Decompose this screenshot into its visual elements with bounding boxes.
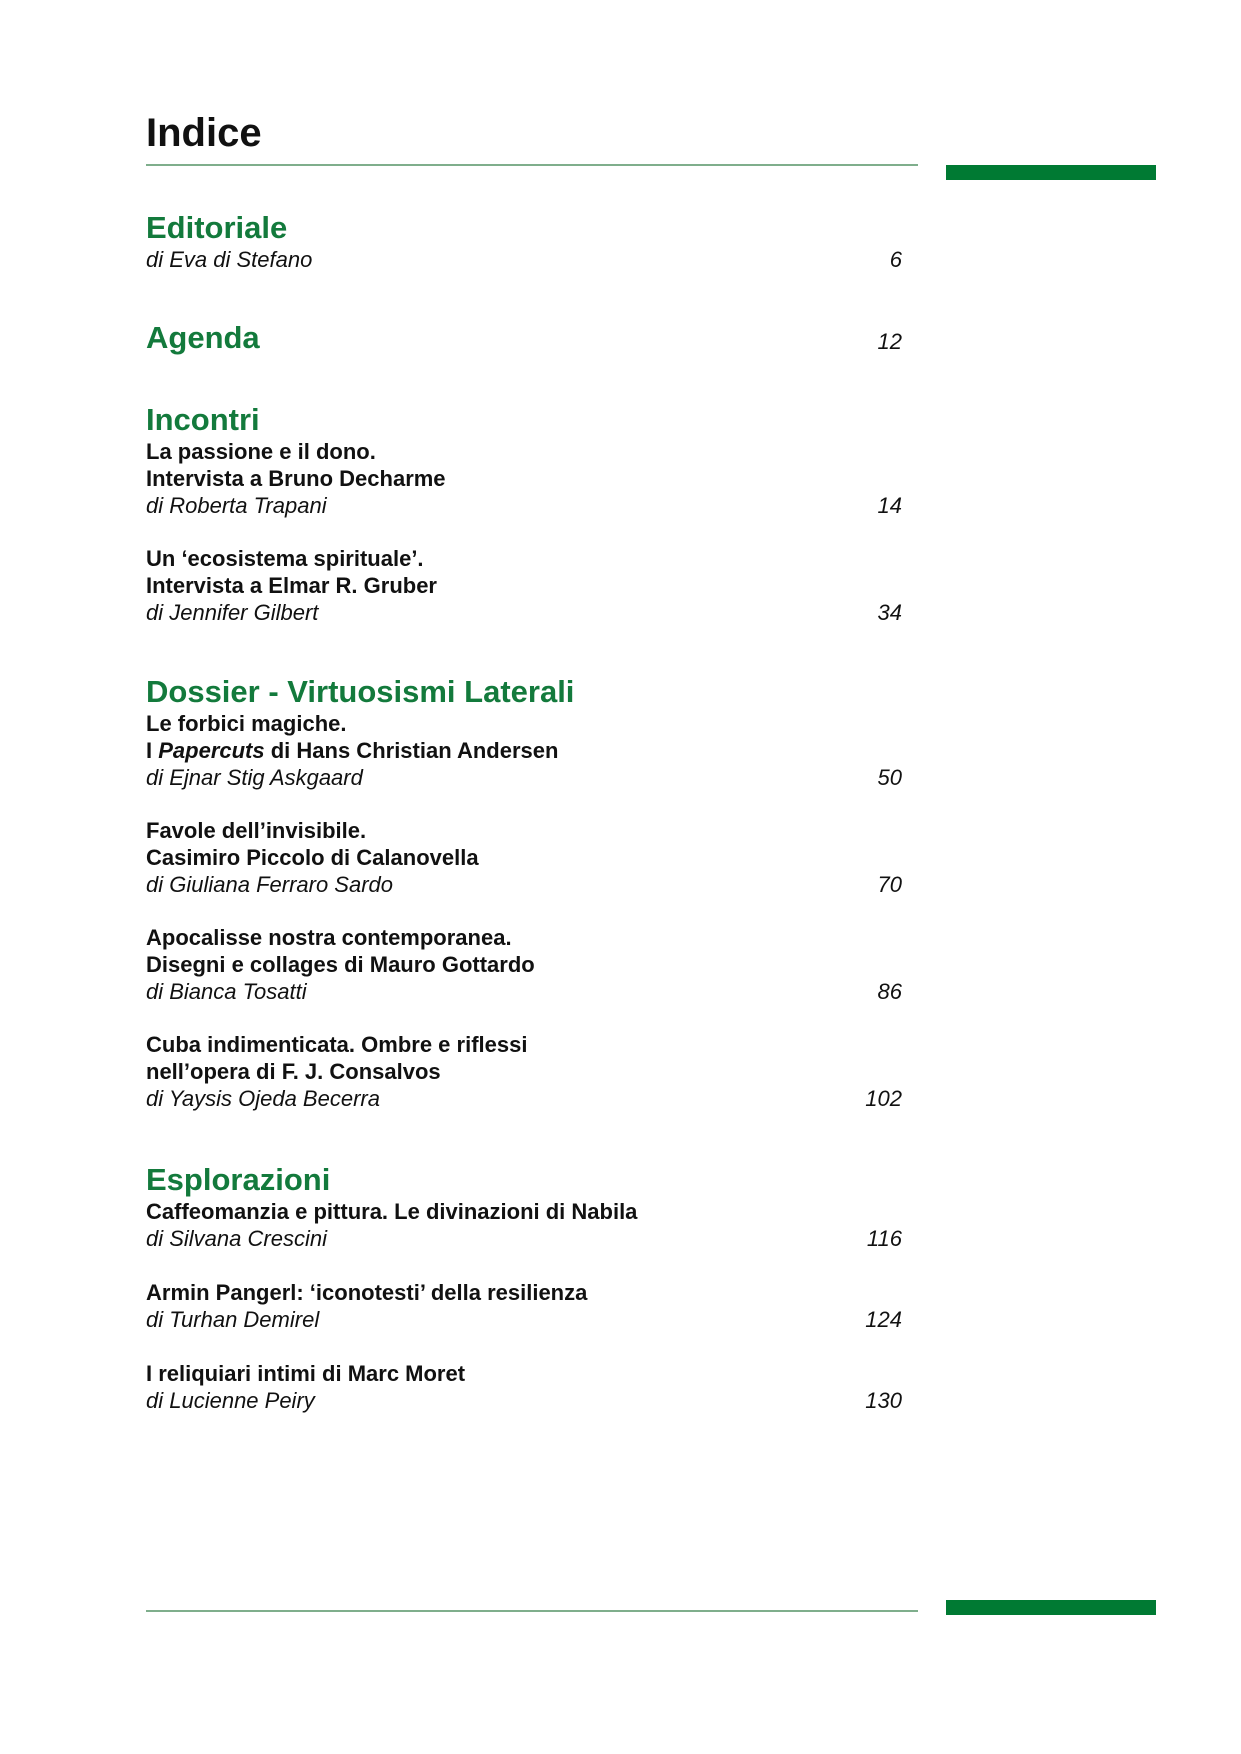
entry-page-number: 130 — [865, 1388, 902, 1413]
section-title: Esplorazioni — [146, 1162, 331, 1197]
entry-title-line: Intervista a Bruno Decharme — [146, 466, 446, 491]
entry-title-line: Favole dell’invisibile. — [146, 818, 367, 843]
entry-page-number: 86 — [877, 979, 902, 1004]
footer-rule — [146, 1610, 918, 1612]
toc-entry[interactable] — [146, 1031, 902, 1112]
entry-author: di Bianca Tosatti — [146, 979, 307, 1004]
entry-author: di Eva di Stefano — [146, 247, 313, 272]
footer-accent-bar — [946, 1600, 1156, 1615]
entry-author: di Ejnar Stig Askgaard — [146, 765, 363, 790]
entry-title-italic: Papercuts — [158, 738, 265, 763]
toc-entry[interactable] — [146, 817, 902, 898]
entry-author: di Yaysis Ojeda Becerra — [146, 1086, 380, 1111]
entry-title-line: Un ‘ecosistema spirituale’. — [146, 546, 424, 571]
entry-title-line: Intervista a Elmar R. Gruber — [146, 573, 437, 598]
toc-entry[interactable] — [146, 1360, 902, 1414]
entry-title-suffix: di Hans Christian Andersen — [264, 738, 559, 763]
entry-page-number: 124 — [865, 1307, 902, 1332]
entry-author: di Jennifer Gilbert — [146, 600, 319, 625]
entry-page-number: 50 — [877, 765, 902, 790]
entry-page-number: 12 — [877, 329, 902, 354]
toc-entry[interactable] — [146, 246, 902, 273]
section-editoriale — [146, 210, 902, 273]
toc-entry[interactable] — [146, 924, 902, 1005]
entry-page-number: 70 — [877, 872, 902, 897]
entry-title-line: Le forbici magiche. — [146, 711, 347, 736]
entry-title-line: nell’opera di F. J. Consalvos — [146, 1059, 441, 1084]
entry-page-number: 6 — [889, 247, 902, 272]
toc-entry[interactable] — [146, 1198, 902, 1252]
section-agenda[interactable] — [146, 320, 902, 356]
entry-page-number: 34 — [877, 600, 902, 625]
section-title: Dossier - Virtuosismi Laterali — [146, 674, 575, 709]
toc-entry[interactable] — [146, 545, 902, 626]
entry-title-line: Apocalisse nostra contemporanea. — [146, 925, 512, 950]
toc-entry[interactable] — [146, 1279, 902, 1333]
header-accent-bar — [946, 165, 1156, 180]
page-title: Indice — [146, 111, 262, 155]
toc-entry[interactable] — [146, 710, 902, 791]
entry-page-number: 102 — [865, 1086, 902, 1111]
entry-title-line: La passione e il dono. — [146, 439, 376, 464]
section-title: Editoriale — [146, 210, 288, 245]
section-title: Agenda — [146, 320, 260, 355]
entry-title-line: Caffeomanzia e pittura. Le divinazioni di Nabila — [146, 1199, 638, 1224]
entry-title-line: I reliquiari intimi di Marc Moret — [146, 1361, 466, 1386]
entry-title-prefix: I — [146, 738, 159, 763]
entry-page-number: 14 — [877, 493, 902, 518]
entry-author: di Giuliana Ferraro Sardo — [146, 872, 394, 897]
section-title: Incontri — [146, 402, 260, 437]
entry-author: di Turhan Demirel — [146, 1307, 320, 1332]
section-incontri — [146, 402, 902, 626]
entry-page-number: 116 — [866, 1226, 902, 1251]
section-esplorazioni — [146, 1162, 902, 1414]
entry-title-line: Disegni e collages di Mauro Gottardo — [146, 952, 535, 977]
entry-title-line — [146, 737, 902, 764]
header-rule — [146, 164, 918, 166]
entry-title-line: Cuba indimenticata. Ombre e riflessi — [146, 1032, 528, 1057]
section-dossier — [146, 674, 902, 1112]
toc-entry[interactable] — [146, 438, 902, 519]
entry-author: di Roberta Trapani — [146, 493, 327, 518]
entry-author: di Silvana Crescini — [146, 1226, 327, 1251]
entry-author: di Lucienne Peiry — [146, 1388, 315, 1413]
entry-title-line: Armin Pangerl: ‘iconotesti’ della resilienza — [146, 1280, 588, 1305]
entry-title-line: Casimiro Piccolo di Calanovella — [146, 845, 479, 870]
